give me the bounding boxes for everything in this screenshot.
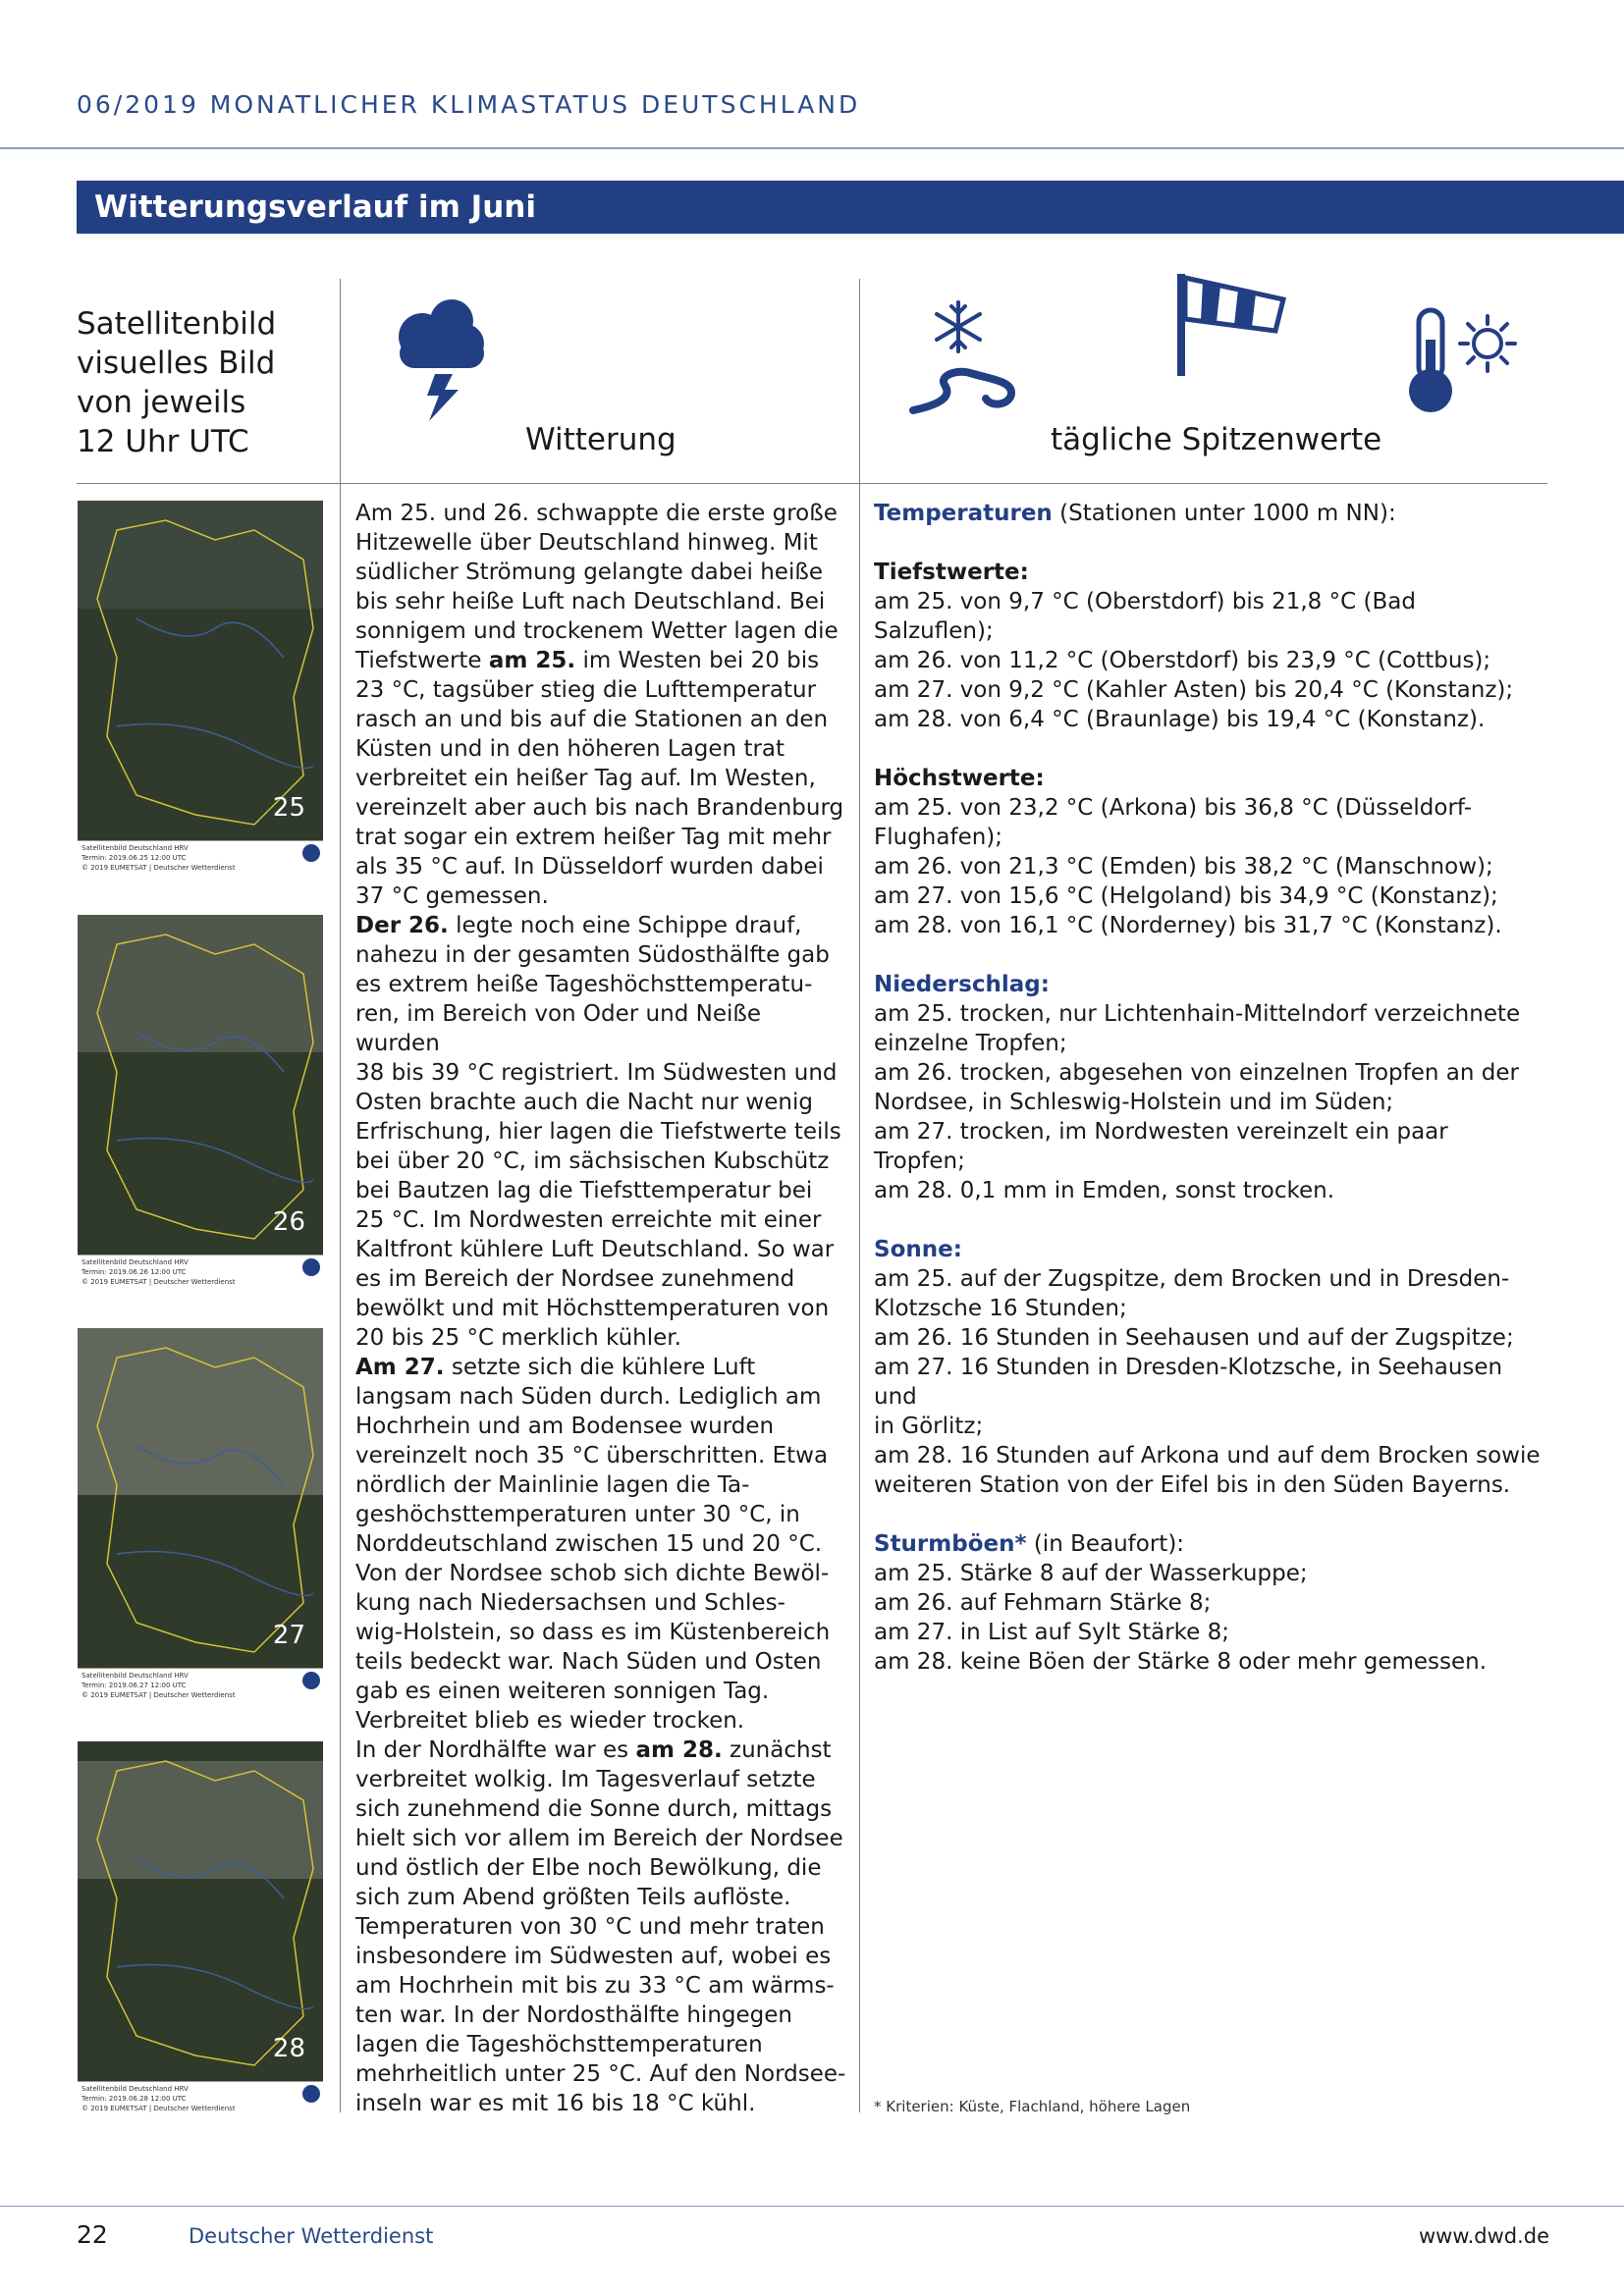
- witterung-paragraph: [355, 911, 846, 1353]
- witterung-paragraph: [355, 1735, 846, 2118]
- text-line: 20 bis 25 °C merklich kühler.: [355, 1325, 681, 1351]
- text-line: Hitzewelle über Deutschland hinweg. Mit: [355, 530, 818, 556]
- text-line: am 27. von 15,6 °C (Helgoland) bis 34,9 °C (Konstanz);: [874, 883, 1498, 909]
- text-line: sich zum Abend größten Teils auflöste.: [355, 1885, 791, 1910]
- satellite-day-label: 26: [272, 1207, 305, 1237]
- text-line: südlicher Strömung gelangte dabei heiße: [355, 560, 823, 585]
- text-line: teils bedeckt war. Nach Süden und Osten: [355, 1649, 822, 1675]
- text-line: am 26. 16 Stunden in Seehausen und auf der Zugspitze;: [874, 1325, 1514, 1351]
- sonne-list: [874, 1264, 1542, 1500]
- spitzenwerte-text: [874, 499, 1542, 1677]
- text-line: am 28. von 16,1 °C (Norderney) bis 31,7 °C (Konstanz).: [874, 913, 1502, 938]
- satellite-image-day-25: [78, 501, 323, 874]
- page-number: 22: [77, 2220, 108, 2249]
- text-line: 38 bis 39 °C registriert. Im Südwesten und: [355, 1060, 838, 1086]
- text-line: am 28. 0,1 mm in Emden, sonst trocken.: [874, 1178, 1335, 1203]
- tiefstwerte-list: [874, 587, 1542, 734]
- satellite-credit: [78, 1255, 323, 1288]
- text-line: wig-Holstein, so dass es im Küstenbereich: [355, 1620, 831, 1645]
- column-divider-right: [859, 279, 860, 2112]
- thunderstorm-cloud-icon: [388, 290, 496, 427]
- satellite-credit: [78, 2081, 323, 2114]
- text-line: sich zunehmend die Sonne durch, mittags: [355, 1796, 833, 1822]
- thermometer-sun-icon: [1399, 304, 1522, 417]
- witterung-column-caption: Witterung: [525, 422, 677, 457]
- text-line: es im Bereich der Nordsee zunehmend: [355, 1266, 795, 1292]
- hoechstwerte-heading: Höchstwerte:: [874, 766, 1045, 791]
- text-line: langsam nach Süden durch. Lediglich am: [355, 1384, 822, 1410]
- witterung-paragraph: [355, 1353, 846, 1735]
- satellite-map: [78, 501, 323, 840]
- text-line: verbreitet ein heißer Tag auf. Im Westen,: [355, 766, 816, 791]
- text-line: Am 25. und 26. schwappte die erste große: [355, 501, 838, 526]
- footnote: * Kriterien: Küste, Flachland, höhere Lagen: [874, 2098, 1191, 2115]
- text-line: am 28. 16 Stunden auf Arkona und auf dem Brocken sowie: [874, 1443, 1541, 1468]
- text-line: Am 27. setzte sich die kühlere Luft: [355, 1355, 756, 1380]
- text-line: verbreitet wolkig. Im Tagesverlauf setzte: [355, 1767, 816, 1792]
- sturmboeen-heading: Sturmböen* (in Beaufort):: [874, 1531, 1185, 1557]
- text-line: als 35 °C auf. In Düsseldorf wurden dabei: [355, 854, 824, 880]
- organization-name: Deutscher Wetterdienst: [189, 2224, 434, 2248]
- text-line: Erfrischung, hier lagen die Tiefstwerte teils: [355, 1119, 841, 1145]
- text-line: weiteren Station von der Eifel bis in den Süden Bayerns.: [874, 1472, 1511, 1498]
- witterung-text: [355, 499, 846, 2118]
- text-line: ren, im Bereich von Oder und Neiße wurden: [355, 1001, 762, 1056]
- sturmboeen-list: [874, 1559, 1542, 1677]
- text-line: am 25. von 9,7 °C (Oberstdorf) bis 21,8 °C (Bad Salzuflen);: [874, 589, 1416, 644]
- text-line: Osten brachte auch die Nacht nur wenig: [355, 1090, 813, 1115]
- header-rule: [0, 147, 1624, 149]
- column-divider-left: [340, 279, 341, 2112]
- text-line: und östlich der Elbe noch Bewölkung, die: [355, 1855, 822, 1881]
- text-line: Verbreitet blieb es wieder trocken.: [355, 1708, 745, 1734]
- satellite-column-caption: [77, 304, 332, 461]
- windsock-icon: [1173, 270, 1291, 378]
- text-line: sonnigem und trockenem Wetter lagen die: [355, 618, 839, 644]
- text-line: Küsten und in den höheren Lagen trat: [355, 736, 785, 762]
- text-line: vereinzelt noch 35 °C überschritten. Etwa: [355, 1443, 829, 1468]
- satellite-day-label: 28: [272, 2034, 305, 2063]
- sat-caption-line: von jeweils: [77, 385, 246, 420]
- satellite-image-day-28: [78, 1741, 323, 2114]
- satellite-credit: [78, 1668, 323, 1701]
- text-line: Von der Nordsee schob sich dichte Bewöl-: [355, 1561, 830, 1586]
- satellite-day-label: 25: [272, 793, 305, 823]
- text-line: 37 °C gemessen.: [355, 883, 549, 909]
- text-line: am Hochrhein mit bis zu 33 °C am wärms-: [355, 1973, 835, 1999]
- sat-caption-line: 12 Uhr UTC: [77, 424, 249, 459]
- text-line: Flughafen);: [874, 825, 1003, 850]
- satellite-day-label: 27: [272, 1621, 305, 1650]
- website-link[interactable]: www.dwd.de: [1419, 2224, 1550, 2248]
- text-line: kung nach Niedersachsen und Schles-: [355, 1590, 785, 1616]
- dwd-logo-icon: [302, 1258, 320, 1276]
- snowflake-road-icon: [901, 294, 1019, 417]
- tiefstwerte-heading: Tiefstwerte:: [874, 560, 1029, 585]
- text-line: am 25. trocken, nur Lichtenhain-Mittelndorf verzeichnete: [874, 1001, 1521, 1027]
- text-line: Temperaturen von 30 °C und mehr traten: [355, 1914, 825, 1940]
- text-line: am 27. in List auf Sylt Stärke 8;: [874, 1620, 1230, 1645]
- text-line: Nordsee, in Schleswig-Holstein und im Süden;: [874, 1090, 1394, 1115]
- text-line: gab es einen weiteren sonnigen Tag.: [355, 1679, 770, 1704]
- text-line: am 28. von 6,4 °C (Braunlage) bis 19,4 °C (Konstanz).: [874, 707, 1486, 732]
- text-line: am 26. von 21,3 °C (Emden) bis 38,2 °C (Manschnow);: [874, 854, 1493, 880]
- text-line: 25 °C. Im Nordwesten erreichte mit einer: [355, 1207, 822, 1233]
- dwd-logo-icon: [302, 1672, 320, 1689]
- text-line: am 27. trocken, im Nordwesten vereinzelt ein paar Tropfen;: [874, 1119, 1448, 1174]
- header-row-divider: [77, 483, 1547, 484]
- text-line: am 27. 16 Stunden in Dresden-Klotzsche, in Seehausen und: [874, 1355, 1503, 1410]
- text-line: bis sehr heiße Luft nach Deutschland. Bei: [355, 589, 826, 614]
- text-line: vereinzelt aber auch bis nach Brandenburg: [355, 795, 844, 821]
- satellite-image-day-26: [78, 915, 323, 1288]
- satellite-map: [78, 915, 323, 1255]
- document-header-title: 06/2019 MONATLICHER KLIMASTATUS DEUTSCHLAND: [77, 90, 861, 119]
- text-line: einzelne Tropfen;: [874, 1031, 1067, 1056]
- text-line: am 25. auf der Zugspitze, dem Brocken und in Dresden-: [874, 1266, 1510, 1292]
- text-line: Hochrhein und am Bodensee wurden: [355, 1414, 775, 1439]
- text-line: mehrheitlich unter 25 °C. Auf den Nordsee-: [355, 2061, 846, 2087]
- satellite-image-day-27: [78, 1328, 323, 1701]
- satellite-credit-text: Satellitenbild Deutschland HRV Termin: 2019.06.27 12:00 UTC © 2019 EUMETSAT | Deutscher Wetterdienst: [81, 1672, 236, 1699]
- dwd-logo-icon: [302, 844, 320, 862]
- temperatures-heading: Temperaturen (Stationen unter 1000 m NN):: [874, 501, 1396, 526]
- text-line: Norddeutschland zwischen 15 und 20 °C.: [355, 1531, 823, 1557]
- spitzenwerte-column-caption: tägliche Spitzenwerte: [1051, 422, 1382, 457]
- text-line: bei Bautzen lag die Tiefsttemperatur bei: [355, 1178, 813, 1203]
- text-line: Tiefstwerte am 25. im Westen bei 20 bis: [355, 648, 820, 673]
- text-line: ten war. In der Nordosthälfte hingegen: [355, 2002, 792, 2028]
- text-line: am 27. von 9,2 °C (Kahler Asten) bis 20,4 °C (Konstanz);: [874, 677, 1514, 703]
- hoechstwerte-list: [874, 793, 1542, 940]
- text-line: Klotzsche 16 Stunden;: [874, 1296, 1127, 1321]
- satellite-credit-text: Satellitenbild Deutschland HRV Termin: 2019.06.26 12:00 UTC © 2019 EUMETSAT | Deutscher Wetterdienst: [81, 1258, 236, 1286]
- satellite-credit-text: Satellitenbild Deutschland HRV Termin: 2019.06.28 12:00 UTC © 2019 EUMETSAT | Deutscher Wetterdienst: [81, 2085, 236, 2112]
- text-line: in Görlitz;: [874, 1414, 984, 1439]
- satellite-map: [78, 1741, 323, 2081]
- text-line: 23 °C, tagsüber stieg die Lufttemperatur: [355, 677, 817, 703]
- satellite-credit: [78, 840, 323, 874]
- text-line: bei über 20 °C, im sächsischen Kubschütz: [355, 1148, 830, 1174]
- text-line: rasch an und bis auf die Stationen an den: [355, 707, 829, 732]
- text-line: nahezu in der gesamten Südosthälfte gab: [355, 942, 830, 968]
- text-line: insbesondere im Südwesten auf, wobei es: [355, 1944, 832, 1969]
- text-line: hielt sich vor allem im Bereich der Nordsee: [355, 1826, 843, 1851]
- text-line: bewölkt und mit Höchsttemperaturen von: [355, 1296, 830, 1321]
- section-title: Witterungsverlauf im Juni: [94, 189, 536, 225]
- sat-caption-line: Satellitenbild: [77, 306, 277, 342]
- text-line: am 25. von 23,2 °C (Arkona) bis 36,8 °C (Düsseldorf-: [874, 795, 1473, 821]
- satellite-credit-text: Satellitenbild Deutschland HRV Termin: 2019.06.25 12:00 UTC © 2019 EUMETSAT | Deutscher Wetterdienst: [81, 844, 236, 872]
- niederschlag-heading: Niederschlag:: [874, 972, 1050, 997]
- text-line: es extrem heiße Tageshöchsttemperatu-: [355, 972, 813, 997]
- sat-caption-line: visuelles Bild: [77, 346, 276, 381]
- dwd-logo-icon: [302, 2085, 320, 2103]
- sonne-heading: Sonne:: [874, 1237, 962, 1262]
- text-line: In der Nordhälfte war es am 28. zunächst: [355, 1737, 832, 1763]
- text-line: am 26. trocken, abgesehen von einzelnen Tropfen an der: [874, 1060, 1519, 1086]
- text-line: inseln war es mit 16 bis 18 °C kühl.: [355, 2091, 756, 2116]
- niederschlag-list: [874, 999, 1542, 1205]
- text-line: Der 26. legte noch eine Schippe drauf,: [355, 913, 802, 938]
- satellite-map: [78, 1328, 323, 1668]
- text-line: lagen die Tageshöchsttemperaturen: [355, 2032, 763, 2057]
- text-line: am 26. von 11,2 °C (Oberstdorf) bis 23,9 °C (Cottbus);: [874, 648, 1491, 673]
- text-line: geshöchsttemperaturen unter 30 °C, in: [355, 1502, 800, 1527]
- text-line: am 28. keine Böen der Stärke 8 oder mehr gemessen.: [874, 1649, 1488, 1675]
- witterung-paragraph: [355, 499, 846, 911]
- text-line: am 25. Stärke 8 auf der Wasserkuppe;: [874, 1561, 1308, 1586]
- footer-rule: [0, 2206, 1624, 2207]
- text-line: Kaltfront kühlere Luft Deutschland. So war: [355, 1237, 835, 1262]
- text-line: am 26. auf Fehmarn Stärke 8;: [874, 1590, 1212, 1616]
- text-line: trat sogar ein extrem heißer Tag mit mehr: [355, 825, 832, 850]
- text-line: nördlich der Mainlinie lagen die Ta-: [355, 1472, 750, 1498]
